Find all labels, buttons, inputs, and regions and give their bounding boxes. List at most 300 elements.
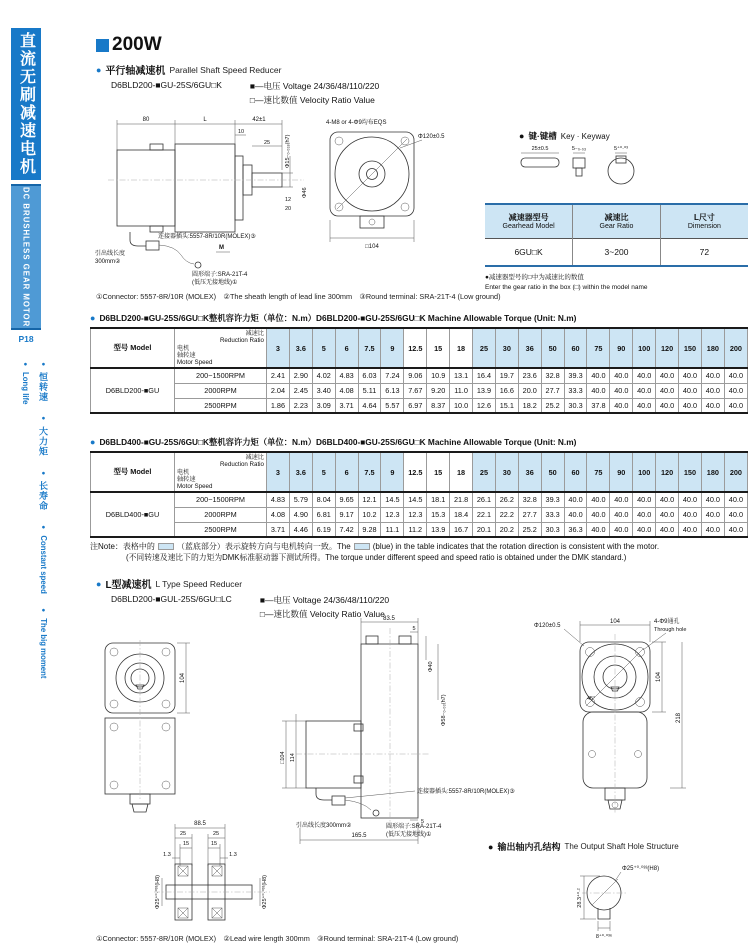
torque-value-cell: 27.7: [518, 507, 541, 522]
section-title-cn: L型减速机: [105, 580, 152, 591]
ratio-legend: □—速比数值 Velocity Ratio Value: [259, 609, 385, 619]
section-title-en: Parallel Shaft Speed Reducer: [169, 64, 282, 75]
output-structure-title: ● 输出轴内孔结构 The Output Shaft Hole Structure: [488, 841, 679, 852]
through-hole-label-en: Through hole: [654, 627, 687, 633]
table-note: 注Note：表格中的 （蓝底部分）表示旋转方向与电机转向一致。The (blue) in the table indicates that the rotation direction is consistent with the motor. (不同转速及速比下的力矩为DMK标准驱动器下测试所得。The torque under different speed and speed ratio is obtained under the DMK standard.): [90, 542, 660, 562]
torque-value-cell: 15.3: [427, 507, 450, 522]
dim-114: 114: [290, 753, 296, 762]
torque-value-cell: 40.0: [724, 492, 747, 507]
torque-value-cell: 8.04: [312, 492, 335, 507]
through-hole-label: 4-Φ9通孔: [654, 619, 680, 625]
ratio-header-cell: 7.5: [358, 452, 381, 492]
section-bullet-icon: ●: [90, 313, 96, 323]
blue-swatch-icon: [354, 543, 370, 550]
feature-item: 恒转速: [38, 372, 48, 402]
l-side-cable: [316, 788, 379, 816]
parallel-shaft-side-drawing: [90, 108, 322, 290]
dim-80: 80: [142, 117, 150, 123]
gear-ratio-header: 减速比 Gear Ratio: [573, 204, 661, 238]
ratio-header-cell: 75: [587, 328, 610, 368]
torque-value-cell: 33.3: [541, 507, 564, 522]
torque-value-cell: 40.0: [679, 492, 702, 507]
torque-value-cell: 40.0: [701, 383, 724, 398]
ratio-header-cell: 5: [312, 328, 335, 368]
torque-value-cell: 6.81: [312, 507, 335, 522]
ratio-header-cell: 18: [450, 452, 473, 492]
torque-value-cell: 40.0: [656, 492, 679, 507]
speed-cell: 2000RPM: [175, 383, 267, 398]
dim-10: 10: [237, 129, 245, 135]
ratio-header-cell: 3.6: [289, 328, 312, 368]
torque-value-cell: 12.1: [358, 492, 381, 507]
torque-value-cell: 4.08: [267, 507, 290, 522]
ratio-header-cell: 3: [267, 328, 290, 368]
torque-value-cell: 40.0: [633, 398, 656, 413]
feature-item: Long life: [21, 372, 30, 405]
torque-value-cell: 4.46: [289, 522, 312, 537]
lead-wire-label-2: 300mm②: [95, 259, 121, 265]
ratio-header-cell: 6: [335, 328, 358, 368]
torque-value-cell: 16.6: [495, 383, 518, 398]
gearhead-model-header: 减速器型号 Gearhead Model: [485, 204, 573, 238]
torque-value-cell: 18.1: [427, 492, 450, 507]
sidebar-title-en-box: [11, 184, 41, 330]
torque-value-cell: 9.20: [427, 383, 450, 398]
model-code: D6BLD200-■GUL-25S/6GU□LC: [111, 594, 232, 604]
ratio-header-cell: 120: [656, 452, 679, 492]
torque-value-cell: 2.23: [289, 398, 312, 413]
torque-value-cell: 10.9: [427, 368, 450, 383]
dim-12: 12: [285, 197, 292, 203]
bullet-icon: ●: [40, 469, 47, 477]
dim-25: 25: [263, 140, 271, 146]
torque-value-cell: 3.71: [335, 398, 358, 413]
torque-value-cell: 25.2: [518, 522, 541, 537]
torque-value-cell: 40.0: [724, 507, 747, 522]
torque-value-cell: 22.1: [473, 507, 496, 522]
model-header-cell: 型号 Model: [91, 452, 175, 492]
torque-value-cell: 4.83: [335, 368, 358, 383]
torque-value-cell: 11.1: [381, 522, 404, 537]
ratio-speed-diagonal-cell: 减速比 Reduction Ratio 电机 轴转速 Motor Speed: [175, 328, 267, 368]
gearhead-note-cn: ●减速器型号的□中为减速比的数值: [485, 274, 584, 281]
torque-value-cell: 40.0: [633, 507, 656, 522]
torque-value-cell: 9.28: [358, 522, 381, 537]
dim-8: 8⁺⁰·⁰³⁶: [595, 934, 613, 940]
ratio-legend: □—速比数值 Velocity Ratio Value: [249, 95, 375, 105]
terminal-label: 圆形端子:SRA-21T-4: [192, 272, 248, 278]
feature-item: 长寿命: [38, 480, 48, 511]
torque-value-cell: 9.65: [335, 492, 358, 507]
torque-value-cell: 30.3: [541, 522, 564, 537]
dim-104-right: 104: [656, 671, 662, 683]
terminal-label-2: (低压无接地线)①: [192, 280, 238, 286]
torque-value-cell: 40.0: [564, 492, 587, 507]
torque-value-cell: 6.19: [312, 522, 335, 537]
torque-value-cell: 14.5: [404, 492, 427, 507]
torque-value-cell: 40.0: [656, 383, 679, 398]
torque-value-cell: 6.97: [404, 398, 427, 413]
section-title-en: L Type Speed Reducer: [155, 578, 243, 589]
torque-value-cell: 2.45: [289, 383, 312, 398]
ratio-header-cell: 18: [450, 328, 473, 368]
torque-value-cell: 40.0: [701, 398, 724, 413]
leader-line: [345, 791, 415, 798]
ltype-drawings: [90, 610, 748, 952]
ratio-header-cell: 150: [679, 328, 702, 368]
torque-value-cell: 40.0: [679, 368, 702, 383]
model-code: D6BLD200-■GU-25S/6GU□K: [111, 80, 222, 90]
torque-value-cell: 40.0: [701, 492, 724, 507]
torque-value-cell: 40.0: [679, 507, 702, 522]
torque-value-cell: 26.1: [473, 492, 496, 507]
terminal-label: 圆形端子:SRA-21T-4: [386, 824, 442, 830]
speed-cell: 200~1500RPM: [175, 368, 267, 383]
voltage-legend: ■—电压 Voltage 24/36/48/110/220: [249, 81, 380, 91]
dim-58: Φ58₋₀.₀₃(h7): [441, 694, 447, 726]
torque-value-cell: 16.7: [450, 522, 473, 537]
torque-value-cell: 10.2: [358, 507, 381, 522]
torque-value-cell: 40.0: [656, 507, 679, 522]
key-dim-5a: 5₋₀.₀₃: [571, 146, 587, 152]
ratio-header-cell: 36: [518, 328, 541, 368]
lead-wire-label: 引出线长度300mm②: [296, 823, 352, 829]
feature-item: Constant speed: [39, 535, 48, 594]
torque-value-cell: 40.0: [610, 492, 633, 507]
torque-value-cell: 40.0: [633, 383, 656, 398]
ratio-header-cell: 25: [473, 452, 496, 492]
dim-25-h8: Φ25⁺⁰·⁰³³(H8): [155, 874, 161, 910]
torque-table-section-1: [90, 312, 748, 414]
sidebar-title-en: DC BRUSHLESS GEAR MOTOR: [21, 186, 31, 328]
dim-20: 20: [285, 206, 292, 212]
output-hole-outline: [587, 876, 621, 919]
torque-value-cell: 39.3: [541, 492, 564, 507]
torque-value-cell: 40.0: [656, 368, 679, 383]
section-bullet-icon: ●: [96, 578, 102, 589]
torque-value-cell: 7.42: [335, 522, 358, 537]
ratio-header-cell: 3.6: [289, 452, 312, 492]
ratio-header-cell: 100: [633, 452, 656, 492]
torque-value-cell: 40.0: [724, 383, 747, 398]
mount-holes: [335, 137, 422, 225]
torque-value-cell: 40.0: [701, 522, 724, 537]
output-hole-drawing: [542, 858, 692, 943]
ratio-header-cell: 3: [267, 452, 290, 492]
torque-value-cell: 40.0: [587, 492, 610, 507]
torque-value-cell: 18.2: [518, 398, 541, 413]
torque-value-cell: 40.0: [564, 507, 587, 522]
ratio-header-cell: 100: [633, 328, 656, 368]
torque-value-cell: 27.7: [541, 383, 564, 398]
torque-value-cell: 13.9: [427, 522, 450, 537]
drawing-caption-2: ①Connector: 5557-8R/10R (MOLEX) ②Lead wire length 300mm ③Round terminal: SRA-21T-4 (Low ground): [96, 934, 459, 943]
dim-83-5: 83.5: [383, 616, 395, 622]
torque-value-cell: 7.24: [381, 368, 404, 383]
dim-40: Φ40: [428, 661, 434, 672]
flange-front-drawing: [322, 114, 458, 254]
page-title: 200W: [96, 34, 162, 56]
torque-value-cell: 18.4: [450, 507, 473, 522]
gearhead-table: [485, 203, 748, 267]
torque-value-cell: 16.4: [473, 368, 496, 383]
model-header-cell: 型号 Model: [91, 328, 175, 368]
dim-165-5: 165.5: [351, 833, 367, 839]
dim-120: Φ120±0.5: [418, 134, 445, 140]
torque-value-cell: 40.0: [679, 398, 702, 413]
mount-holes-label: 4-M8 or 4-Φ9均布EQS: [326, 120, 387, 126]
torque-value-cell: 40.0: [724, 522, 747, 537]
dim-1-3: 1.3: [229, 852, 237, 858]
dim-46: Φ46: [302, 187, 308, 198]
ratio-header-cell: 6: [335, 452, 358, 492]
ratio-header-cell: 30: [495, 452, 518, 492]
torque-value-cell: 5.11: [358, 383, 381, 398]
dim-104: 104: [180, 672, 186, 684]
torque-value-cell: 6.13: [381, 383, 404, 398]
ratio-header-cell: 15: [427, 452, 450, 492]
key-keyway-title: ● 键·键槽 Key · Keyway: [519, 131, 610, 141]
torque-value-cell: 11.2: [404, 522, 427, 537]
torque-value-cell: 32.8: [518, 492, 541, 507]
feature-item: 大力矩: [38, 426, 48, 457]
dim-25-h8: Φ25⁺⁰·⁰³³(H8): [622, 866, 660, 872]
torque-value-cell: 40.0: [610, 398, 633, 413]
sidebar-title-cn: 直流无刷减速电机: [17, 32, 35, 176]
drawing-caption-1: ①Connector: 5557-8R/10R (MOLEX) ②The sheath length of lead line 300mm ③Round terminal: SRA-21T-4 (Low ground): [96, 292, 501, 301]
torque-value-cell: 6.03: [358, 368, 381, 383]
dim-88-5: 88.5: [194, 821, 206, 827]
gearhead-note-en: Enter the gear ratio in the box (□) within the model name: [485, 283, 648, 291]
torque-value-cell: 20.0: [518, 383, 541, 398]
torque-value-cell: 14.5: [381, 492, 404, 507]
ratio-header-cell: 60: [564, 452, 587, 492]
blue-swatch-icon: [158, 543, 174, 550]
torque-value-cell: 9.17: [335, 507, 358, 522]
torque-table-2: [90, 451, 748, 538]
torque-value-cell: 40.0: [633, 368, 656, 383]
output-hole-lines: [592, 872, 621, 905]
torque-value-cell: 36.3: [564, 522, 587, 537]
torque-value-cell: 4.02: [312, 368, 335, 383]
speed-cell: 200~1500RPM: [175, 492, 267, 507]
ratio-header-cell: 50: [541, 452, 564, 492]
gearhead-model-value: 6GU□K: [514, 246, 543, 257]
torque-value-cell: 40.0: [724, 398, 747, 413]
torque-value-cell: 40.0: [724, 368, 747, 383]
dim-45deg: 45°: [587, 696, 596, 702]
title-square-icon: [96, 39, 109, 52]
torque-value-cell: 8.37: [427, 398, 450, 413]
torque-value-cell: 40.0: [587, 507, 610, 522]
ratio-header-cell: 36: [518, 452, 541, 492]
torque-value-cell: 4.08: [335, 383, 358, 398]
l-rear-drawing: [530, 614, 748, 862]
ratio-header-cell: 75: [587, 452, 610, 492]
ratio-header-cell: 30: [495, 328, 518, 368]
model-cell: D6BLD400-■GU: [91, 492, 175, 537]
l-front-drawing: [102, 640, 197, 825]
torque-value-cell: 40.0: [610, 383, 633, 398]
torque-value-cell: 22.2: [495, 507, 518, 522]
dim-15: 15: [210, 841, 218, 847]
dim-104: □104: [365, 244, 379, 250]
torque-value-cell: 1.86: [267, 398, 290, 413]
torque-value-cell: 5.57: [381, 398, 404, 413]
section-bullet-icon: ●: [96, 64, 102, 75]
torque-value-cell: 21.8: [450, 492, 473, 507]
torque-value-cell: 12.6: [473, 398, 496, 413]
dim-shaft-dia: Φ15₋₀.₀₁₈(h7): [285, 134, 291, 168]
dimension-value: 72: [660, 238, 748, 266]
torque-value-cell: 40.0: [610, 368, 633, 383]
dim-218: 218: [676, 712, 682, 724]
dim-104-lines: [330, 220, 414, 242]
torque-value-cell: 30.3: [564, 398, 587, 413]
torque-value-cell: 11.0: [450, 383, 473, 398]
dim-25: 25: [212, 831, 220, 837]
shaft-section-drawing: [152, 818, 274, 930]
ratio-header-cell: 150: [679, 452, 702, 492]
torque-value-cell: 4.90: [289, 507, 312, 522]
leader-line: [643, 633, 666, 650]
torque-value-cell: 26.2: [495, 492, 518, 507]
output-hole-dims: [580, 876, 610, 931]
key-keyway-drawing: [515, 142, 665, 190]
model-cell: D6BLD200-■GU: [91, 368, 175, 413]
ratio-header-cell: 5: [312, 452, 335, 492]
torque-value-cell: 25.2: [541, 398, 564, 413]
torque-value-cell: 40.0: [587, 383, 610, 398]
dim-L: L: [203, 117, 207, 123]
torque-value-cell: 40.0: [679, 522, 702, 537]
torque-value-cell: 33.3: [564, 383, 587, 398]
gearhead-note: [485, 273, 748, 293]
torque-value-cell: 40.0: [610, 522, 633, 537]
lead-wire-label: 引出线长度: [95, 251, 126, 257]
ratio-header-cell: 90: [610, 452, 633, 492]
speed-cell: 2500RPM: [175, 522, 267, 537]
ratio-header-cell: 7.5: [358, 328, 381, 368]
key-dim-25: 25±0.5: [531, 146, 549, 152]
bullet-icon: ●: [22, 361, 29, 368]
bullet-icon: ●: [40, 415, 47, 423]
torque-value-cell: 32.8: [541, 368, 564, 383]
parallel-drawings: [90, 108, 748, 292]
gear-ratio-value: 3~200: [573, 238, 661, 266]
shaft-dim-lines: [162, 824, 260, 906]
ratio-header-cell: 180: [701, 328, 724, 368]
torque-value-cell: 15.1: [495, 398, 518, 413]
key-dim-5b: 5⁺⁰·⁰³: [613, 146, 629, 152]
dim-104-sq: □104: [280, 751, 286, 764]
parallel-section-header: [96, 62, 379, 106]
torque-value-cell: 40.0: [587, 368, 610, 383]
ratio-header-cell: 9: [381, 328, 404, 368]
torque-value-cell: 2.04: [267, 383, 290, 398]
torque-value-cell: 3.71: [267, 522, 290, 537]
torque-value-cell: 5.79: [289, 492, 312, 507]
key-gearhead-column: [485, 130, 748, 293]
torque-value-cell: 10.0: [450, 398, 473, 413]
torque-value-cell: 39.3: [564, 368, 587, 383]
key-shapes: [521, 156, 634, 184]
torque-value-cell: 20.2: [495, 522, 518, 537]
torque-value-cell: 12.3: [381, 507, 404, 522]
dim-28-3: 28.3⁺⁰·²: [577, 888, 583, 908]
bullet-icon: ●: [40, 607, 47, 615]
sidebar-title-cn-box: [11, 28, 41, 180]
feature-item: The big moment: [39, 618, 48, 679]
torque-value-cell: 40.0: [656, 522, 679, 537]
torque-table-2-title: ● D6BLD400-■GU-25S/6GU□K整机容许力矩（单位：N.m）D6BLD400-■GU-25S/6GU□K Machine Allowable Torque (Unit: N.m): [90, 437, 577, 447]
ratio-header-cell: 200: [724, 452, 747, 492]
bullet-icon: ●: [488, 841, 494, 852]
connector-label: 连接器插头:5557-8R/10R(MOLEX)③: [158, 234, 256, 240]
dim-120: Φ120±0.5: [534, 623, 561, 629]
torque-value-cell: 23.6: [518, 368, 541, 383]
bullet-icon: ●: [40, 524, 47, 532]
ratio-header-cell: 12.5: [404, 452, 427, 492]
dim-5-top: 5: [412, 626, 416, 632]
dimension-header: L尺寸 Dimension: [660, 204, 748, 238]
torque-value-cell: 12.3: [404, 507, 427, 522]
torque-value-cell: 37.8: [587, 398, 610, 413]
dim-104-top: 104: [609, 619, 621, 625]
l-side-drawing: [280, 614, 530, 862]
dim-1-3: 1.3: [163, 852, 171, 858]
connector-label: 连接器插头:5557-8R/10R(MOLEX)③: [417, 789, 515, 795]
torque-value-cell: 40.0: [633, 492, 656, 507]
section-bullet-icon: ●: [90, 437, 96, 447]
torque-value-cell: 9.06: [404, 368, 427, 383]
torque-value-cell: 2.90: [289, 368, 312, 383]
torque-value-cell: 2.41: [267, 368, 290, 383]
torque-value-cell: 4.64: [358, 398, 381, 413]
ratio-header-cell: 9: [381, 452, 404, 492]
torque-value-cell: 40.0: [656, 398, 679, 413]
dim-15: 15: [182, 841, 190, 847]
torque-value-cell: 40.0: [701, 507, 724, 522]
ratio-header-cell: 90: [610, 328, 633, 368]
leader-line: [564, 629, 584, 646]
torque-value-cell: 13.9: [473, 383, 496, 398]
torque-value-cell: 13.1: [450, 368, 473, 383]
torque-value-cell: 4.83: [267, 492, 290, 507]
torque-value-cell: 40.0: [633, 522, 656, 537]
ratio-header-cell: 180: [701, 452, 724, 492]
ratio-header-cell: 12.5: [404, 328, 427, 368]
torque-value-cell: 40.0: [701, 368, 724, 383]
ratio-header-cell: 200: [724, 328, 747, 368]
ratio-header-cell: 25: [473, 328, 496, 368]
flange-outline: [330, 132, 414, 228]
m-mark: M: [219, 245, 224, 251]
dim-25: 25: [179, 831, 187, 837]
dim-5-bottom: 5: [421, 819, 425, 825]
ratio-header-cell: 60: [564, 328, 587, 368]
torque-value-cell: 7.67: [404, 383, 427, 398]
torque-value-cell: 19.7: [495, 368, 518, 383]
torque-value-cell: 40.0: [610, 507, 633, 522]
page-number: P18: [18, 334, 34, 344]
torque-value-cell: 3.09: [312, 398, 335, 413]
section-title-cn: 平行轴减速机: [105, 66, 166, 77]
l-side-outline: [306, 636, 418, 818]
speed-cell: 2000RPM: [175, 507, 267, 522]
sidebar-features: [16, 352, 52, 722]
bullet-icon: ●: [519, 131, 525, 141]
